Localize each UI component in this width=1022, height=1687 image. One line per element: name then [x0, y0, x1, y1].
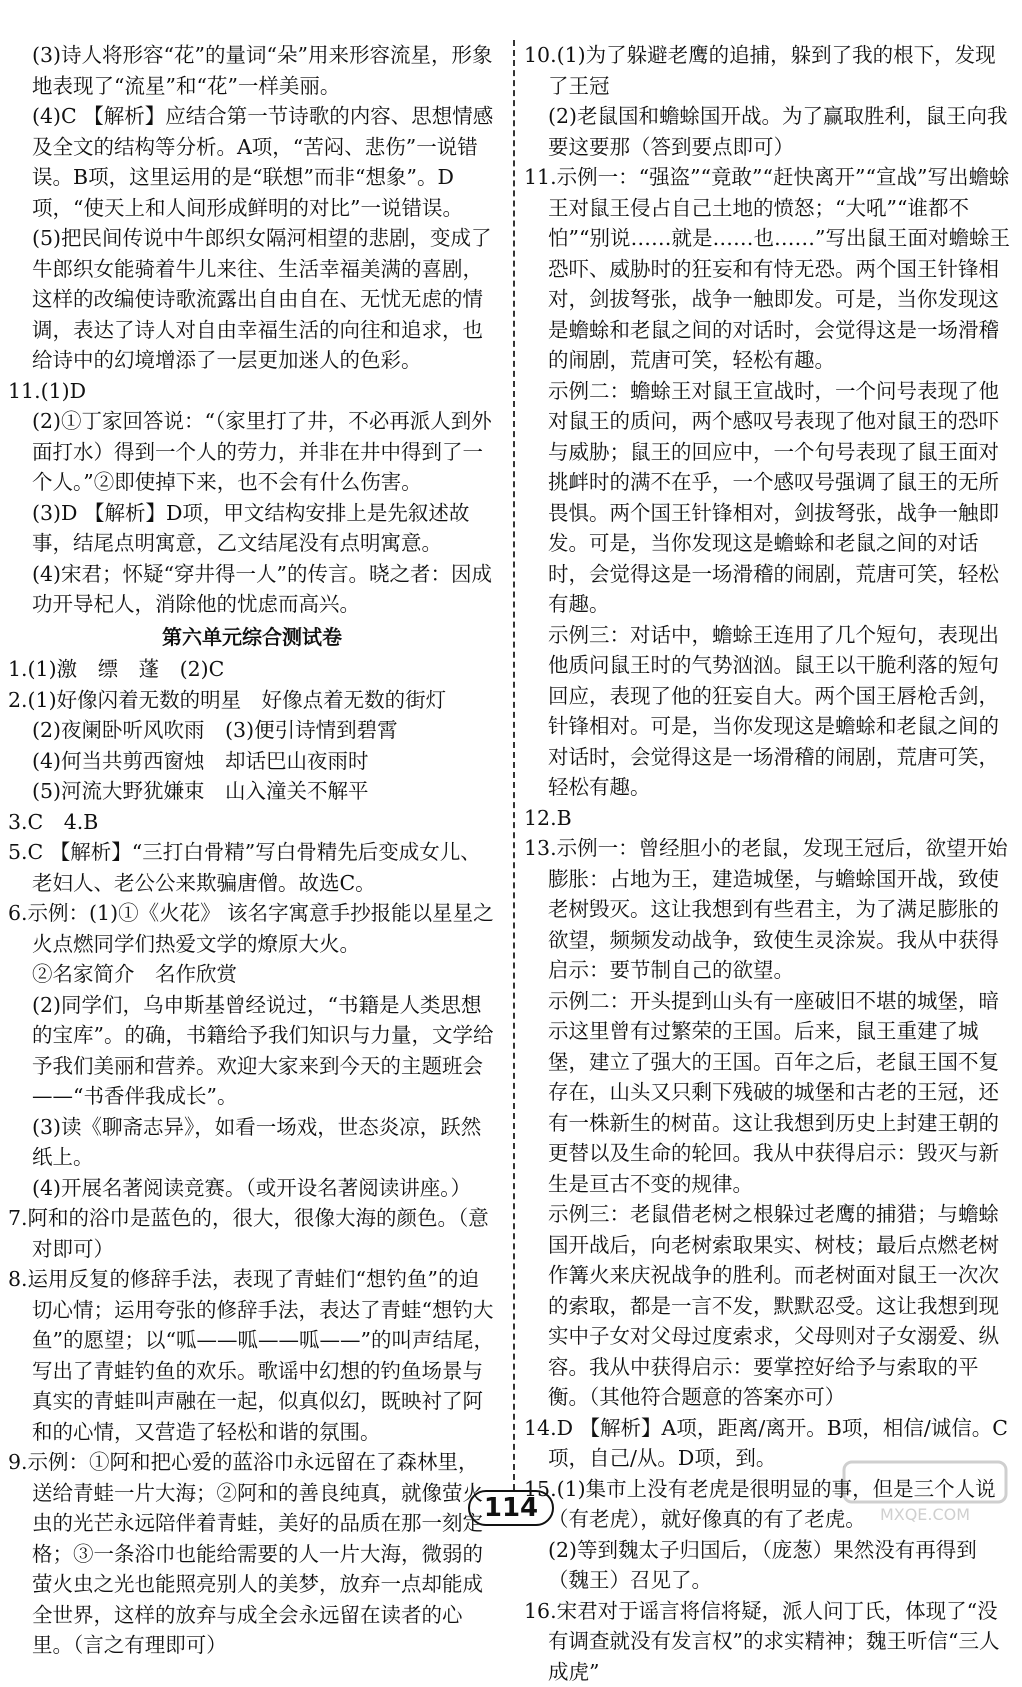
right-answer-4: 示例三：对话中，蟾蜍王连用了几个短句，表现出他质问鼠王时的气势汹汹。鼠王以干脆利落的短句回应，表现了他的狂妄自大。两个国王唇枪舌剑，针锋相对。可是，当你发现这是蟾蜍和老鼠之间的对话时，会觉得这是一场滑稽的闹剧，荒唐可笑，轻松有趣。 [524, 620, 1012, 803]
left-answer-16: ②名家简介 名作欣赏 [8, 959, 496, 990]
section-title: 第六单元综合测试卷 [8, 622, 496, 653]
right-answer-11: (2)等到魏太子归国后，（庞葱）果然没有再得到（魏王）召见了。 [524, 1535, 1012, 1596]
left-answer-15: 6.示例：(1)①《火花》 该名字寓意手抄报能以星星之火点燃同学们热爱文学的燎原大火。 [8, 898, 496, 959]
right-answer-0: 10.(1)为了躲避老鹰的追捕，躲到了我的根下，发现了王冠 [524, 40, 1012, 101]
left-answer-5: (3)D 【解析】D项，甲文结构安排上是先叙述故事，结尾点明寓意，乙文结尾没有点明寓意。 [8, 498, 496, 559]
right-answer-1: (2)老鼠国和蟾蜍国开战。为了赢取胜利，鼠王向我要这要那（答到要点即可） [524, 101, 1012, 162]
right-answer-10: 15.(1)集市上没有老虎是很明显的事，但是三个人说（有老虎），就好像真的有了老虎。 [524, 1474, 1012, 1535]
left-answer-12: (5)河流大野犹嫌束 山入潼关不解平 [8, 776, 496, 807]
right-answer-5: 12.B [524, 803, 1012, 834]
left-answer-3: 11.(1)D [8, 376, 496, 407]
right-column [524, 40, 1012, 1687]
left-answer-10: (2)夜阑卧听风吹雨 (3)便引诗情到碧霄 [8, 715, 496, 746]
column-divider [513, 40, 515, 1490]
right-answer-6: 13.示例一：曾经胆小的老鼠，发现王冠后，欲望开始膨胀：占地为王，建造城堡，与蟾蜍国开战，致使老树毁灭。这让我想到有些君主，为了满足膨胀的欲望，频频发动战争，致使生灵涂炭。我从中获得启示：要节制自己的欲望。 [524, 833, 1012, 986]
left-answer-9: 2.(1)好像闪着无数的明星 好像点着无数的街灯 [8, 685, 496, 716]
left-answer-22: 9.示例：①阿和把心爱的蓝浴巾永远留在了森林里，送给青蛙一片大海；②阿和的善良纯真，就像萤火虫的光芒永远陪伴着青蛙，美好的品质在那一刻定格；③一条浴巾也能给需要的人一片大海，微弱的萤火虫之光也能照亮别人的美梦，放弃一点却能成全世界，这样的放弃与成全会永远留在读者的心里。（言之有理即可） [8, 1447, 496, 1661]
left-answer-1: (4)C 【解析】应结合第一节诗歌的内容、思想情感及全文的结构等分析。A项，“苦闷、悲伤”一说错误。B项，这里运用的是“联想”而非“想象”。D项，“使天上和人间形成鲜明的对比”一说错误。 [8, 101, 496, 223]
left-answer-8: 1.(1)激 缥 蓬 (2)C [8, 654, 496, 685]
left-answer-17: (2)同学们，乌申斯基曾经说过，“书籍是人类思想的宝库”。的确，书籍给予我们知识与力量，文学给予我们美丽和营养。欢迎大家来到今天的主题班会——“书香伴我成长”。 [8, 990, 496, 1112]
left-answer-4: (2)①丁家回答说：“（家里打了井，不必再派人到外面打水）得到一个人的劳力，并非在井中得到了一个人。”②即使掉下来，也不会有什么伤害。 [8, 406, 496, 498]
left-answer-14: 5.C 【解析】“三打白骨精”写白骨精先后变成女儿、老妇人、老公公来欺骗唐僧。故选C。 [8, 837, 496, 898]
left-answer-13: 3.C 4.B [8, 807, 496, 838]
left-answer-19: (4)开展名著阅读竞赛。（或开设名著阅读讲座。） [8, 1173, 496, 1204]
left-answer-11: (4)何当共剪西窗烛 却话巴山夜雨时 [8, 746, 496, 777]
right-answer-7: 示例二：开头提到山头有一座破旧不堪的城堡，暗示这里曾有过繁荣的王国。后来，鼠王重建了城堡，建立了强大的王国。百年之后，老鼠王国不复存在，山头又只剩下残破的城堡和古老的王冠，还有一株新生的树苗。这让我想到历史上封建王朝的更替以及生命的轮回。我从中获得启示：毁灭与新生是亘古不变的规律。 [524, 986, 1012, 1200]
page-number: 114 [458, 1490, 564, 1526]
left-answer-21: 8.运用反复的修辞手法，表现了青蛙们“想钓鱼”的迫切心情；运用夸张的修辞手法，表达了青蛙“想钓大鱼”的愿望；以“呱——呱——呱——”的叫声结尾，写出了青蛙钓鱼的欢乐。歌谣中幻想的钓鱼场景与真实的青蛙叫声融在一起，似真似幻，既映衬了阿和的心情，又营造了轻松和谐的氛围。 [8, 1264, 496, 1447]
left-answer-20: 7.阿和的浴巾是蓝色的，很大，很像大海的颜色。（意对即可） [8, 1203, 496, 1264]
right-answer-9: 14.D 【解析】A项，距离/离开。B项，相信/诚信。C项，自己/从。D项，到。 [524, 1413, 1012, 1474]
watermark-text: MXQE.COM [880, 1505, 970, 1524]
watermark-logo [840, 1456, 1010, 1526]
right-answer-3: 示例二：蟾蜍王对鼠王宣战时，一个问号表现了他对鼠王的质问，两个感叹号表现了他对鼠王的恐吓与威胁；鼠王的回应中，一个句号表现了鼠王面对挑衅时的满不在乎，一个感叹号强调了鼠王的无所畏惧。两个国王针锋相对，剑拔弩张，战争一触即发。可是，当你发现这是蟾蜍和老鼠之间的对话时，会觉得这是一场滑稽的闹剧，荒唐可笑，轻松有趣。 [524, 376, 1012, 620]
left-answer-6: (4)宋君；怀疑“穿井得一人”的传言。晓之者：因成功开导杞人，消除他的忧虑而高兴。 [8, 559, 496, 620]
left-answer-0: (3)诗人将形容“花”的量词“朵”用来形容流星，形象地表现了“流星”和“花”一样美丽。 [8, 40, 496, 101]
left-answer-2: (5)把民间传说中牛郎织女隔河相望的悲剧，变成了牛郎织女能骑着牛儿来往、生活幸福美满的喜剧，这样的改编使诗歌流露出自由自在、无忧无虑的情调，表达了诗人对自由幸福生活的向往和追求，也给诗中的幻境增添了一层更加迷人的色彩。 [8, 223, 496, 376]
right-answer-8: 示例三：老鼠借老树之根躲过老鹰的捕猎；与蟾蜍国开战后，向老树索取果实、树枝；最后点燃老树作篝火来庆祝战争的胜利。而老树面对鼠王一次次的索取，都是一言不发，默默忍受。这让我想到现实中子女对父母过度索求，父母则对子女溺爱、纵容。我从中获得启示：要掌控好给予与索取的平衡。（其他符合题意的答案亦可） [524, 1199, 1012, 1413]
right-answer-2: 11.示例一：“强盗”“竟敢”“赶快离开”“宣战”写出蟾蜍王对鼠王侵占自己土地的愤怒；“大吼”“谁都不怕”“别说……就是……也……”写出鼠王面对蟾蜍王恐吓、威胁时的狂妄和有恃无恐。两个国王针锋相对，剑拔弩张，战争一触即发。可是，当你发现这是蟾蜍和老鼠之间的对话时，会觉得这是一场滑稽的闹剧，荒唐可笑，轻松有趣。 [524, 162, 1012, 376]
left-column [8, 40, 496, 1661]
left-answer-18: (3)读《聊斋志异》，如看一场戏，世态炎凉，跃然纸上。 [8, 1112, 496, 1173]
right-answer-12: 16.宋君对于谣言将信将疑，派人问丁氏，体现了“没有调查就没有发言权”的求实精神；魏王听信“三人成虎” [524, 1596, 1012, 1687]
